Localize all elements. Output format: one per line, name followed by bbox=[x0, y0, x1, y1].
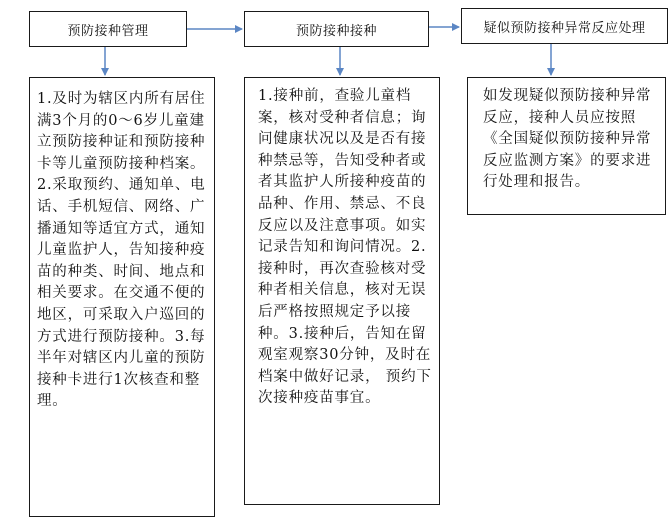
node-adverse-reaction-handling: 疑似预防接种异常反应处理 bbox=[461, 8, 668, 44]
detail-adverse-reaction-handling: 如发现疑似预防接种异常反应，接种人员应按照《全国疑似预防接种异常反应监测方案》的要求进行处理和报告。 bbox=[467, 77, 666, 215]
detail-vaccination-administration: 1.接种前，查验儿童档案，核对受种者信息；询问健康状况以及是否有接种禁忌等，告知受种者或者其监护人所接种疫苗的品种、作用、禁忌、不良反应以及注意事项。如实记录告知和询问情况。2.接种时，再次查验核对受种者相关信息，核对无误后严格按照规定予以接种。3.接种后，告知在留观室观察30分钟，及时在档案中做好记录， 预约下次接种疫苗事宜。 bbox=[244, 77, 440, 505]
detail-vaccination-management: 1.及时为辖区内所有居住满3个月的0～6岁儿童建立预防接种证和预防接种卡等儿童预防接种档案。2.采取预约、通知单、电话、手机短信、网络、广播通知等适宜方式，通知儿童监护人，告知接种疫苗的种类、时间、地点和相关要求。在交通不便的地区，可采取入户巡回的方式进行预防接种。3.每半年对辖区内儿童的预防接种卡进行1次核查和整理。 bbox=[29, 77, 215, 517]
node-vaccination-administration: 预防接种接种 bbox=[244, 11, 429, 47]
node-vaccination-management: 预防接种管理 bbox=[29, 11, 187, 47]
